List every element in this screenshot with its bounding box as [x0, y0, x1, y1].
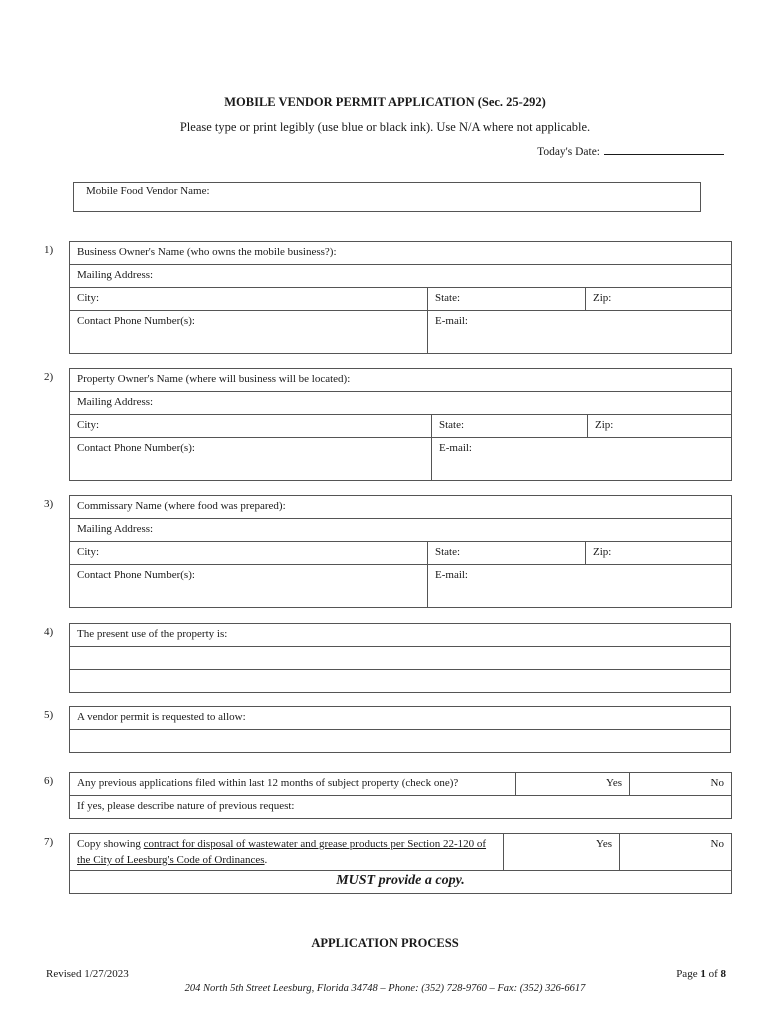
previous-applications-no[interactable]: No: [630, 773, 732, 796]
property-owner-field[interactable]: Property Owner's Name (where will business will be located):: [70, 369, 732, 392]
email-field[interactable]: E-mail:: [432, 438, 732, 481]
vendor-name-field[interactable]: [73, 182, 701, 212]
city-field[interactable]: City:: [70, 415, 432, 438]
wastewater-contract-no[interactable]: No: [620, 834, 732, 871]
wastewater-contract-period: .: [264, 854, 268, 866]
section-2-table: [69, 368, 732, 481]
state-field[interactable]: State:: [428, 288, 586, 311]
section-5-table: [69, 706, 731, 753]
must-provide-copy-note: MUST provide a copy.: [70, 871, 732, 894]
present-use-line[interactable]: [70, 670, 731, 693]
city-field[interactable]: City:: [70, 542, 428, 565]
present-use-field[interactable]: The present use of the property is:: [70, 624, 731, 647]
section-7-number: 7): [44, 836, 54, 848]
city-field[interactable]: City:: [70, 288, 428, 311]
email-field[interactable]: E-mail:: [428, 311, 732, 354]
revised-date: Revised 1/27/2023: [46, 968, 129, 980]
page-number: [676, 968, 726, 980]
contact-phone-field[interactable]: Contact Phone Number(s):: [70, 565, 428, 608]
section-7-table: [69, 833, 732, 894]
page-prefix: Page: [676, 968, 701, 980]
section-3-table: [69, 495, 732, 608]
wastewater-contract-question: [70, 834, 504, 871]
contact-phone-field[interactable]: Contact Phone Number(s):: [70, 438, 432, 481]
form-title: MOBILE VENDOR PERMIT APPLICATION (Sec. 25-292): [224, 95, 546, 109]
previous-request-description-field[interactable]: If yes, please describe nature of previous request:: [70, 796, 732, 819]
section-4-table: [69, 623, 731, 693]
mailing-address-field[interactable]: Mailing Address:: [70, 392, 732, 415]
business-owner-field[interactable]: Business Owner's Name (who owns the mobile business?):: [70, 242, 732, 265]
section-5-number: 5): [44, 709, 54, 721]
section-4-number: 4): [44, 626, 54, 638]
todays-date-label: Today's Date:: [537, 146, 600, 158]
section-1-number: 1): [44, 244, 54, 256]
zip-field[interactable]: Zip:: [588, 415, 732, 438]
todays-date-line[interactable]: [604, 144, 724, 155]
previous-applications-yes[interactable]: Yes: [516, 773, 630, 796]
contact-phone-field[interactable]: Contact Phone Number(s):: [70, 311, 428, 354]
commissary-name-field[interactable]: Commissary Name (where food was prepared):: [70, 496, 732, 519]
state-field[interactable]: State:: [432, 415, 588, 438]
mailing-address-field[interactable]: Mailing Address:: [70, 519, 732, 542]
todays-date-field[interactable]: [537, 144, 724, 158]
state-field[interactable]: State:: [428, 542, 586, 565]
permit-request-field[interactable]: A vendor permit is requested to allow:: [70, 707, 731, 730]
email-field[interactable]: E-mail:: [428, 565, 732, 608]
wastewater-contract-yes[interactable]: Yes: [504, 834, 620, 871]
section-3-number: 3): [44, 498, 54, 510]
permit-request-line[interactable]: [70, 730, 731, 753]
vendor-name-label: Mobile Food Vendor Name:: [86, 185, 210, 197]
wastewater-contract-link: contract for disposal of wastewater and grease products per Section 22-120 of the City of Leesburg's Code of Ordinances: [77, 838, 487, 866]
page-current: 1: [700, 968, 706, 980]
mailing-address-field[interactable]: Mailing Address:: [70, 265, 732, 288]
page-total: 8: [720, 968, 726, 980]
wastewater-contract-text: Copy showing: [77, 838, 144, 850]
application-process-heading: APPLICATION PROCESS: [311, 936, 459, 950]
section-6-number: 6): [44, 775, 54, 787]
present-use-line[interactable]: [70, 647, 731, 670]
section-1-table: [69, 241, 732, 354]
zip-field[interactable]: Zip:: [586, 542, 732, 565]
section-2-number: 2): [44, 371, 54, 383]
section-6-table: [69, 772, 732, 819]
previous-applications-question: Any previous applications filed within last 12 months of subject property (check one)?: [70, 773, 516, 796]
form-instructions: Please type or print legibly (use blue or black ink). Use N/A where not applicable.: [179, 120, 591, 134]
footer-address: 204 North 5th Street Leesburg, Florida 34748 – Phone: (352) 728-9760 – Fax: (352) 326-6617: [184, 983, 586, 994]
zip-field[interactable]: Zip:: [586, 288, 732, 311]
page-mid: of: [705, 968, 721, 980]
